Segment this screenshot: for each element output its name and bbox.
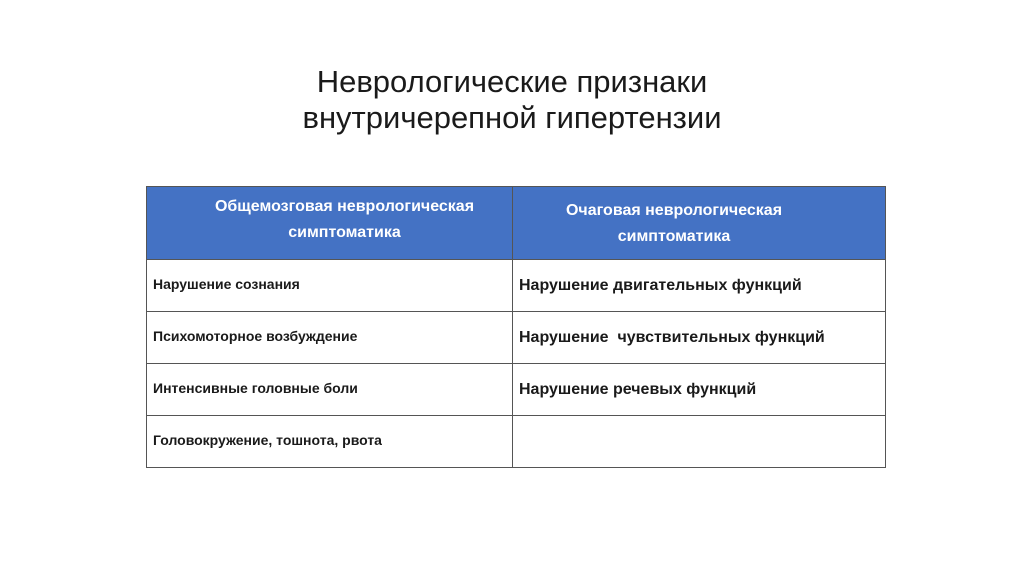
cell-text: Нарушение двигательных функций	[519, 276, 802, 294]
symptoms-table	[146, 186, 886, 468]
table-header-row	[147, 187, 886, 260]
cell-text: Нарушение сознания	[153, 275, 300, 292]
table-row	[147, 260, 886, 312]
table-cell-general	[147, 364, 513, 416]
header-general-symptoms-label: Общемозговая неврологическая симптоматика	[214, 198, 475, 241]
cell-text: Психомоторное возбуждение	[153, 327, 358, 344]
table-cell-focal	[513, 260, 886, 312]
slide-title-line-1: Неврологические признаки	[316, 64, 708, 99]
table-row	[147, 416, 886, 468]
table-cell-general	[147, 312, 513, 364]
table-cell-focal-empty	[513, 416, 886, 468]
slide-title-line-2: внутричерепной гипертензии	[302, 100, 722, 135]
header-general-symptoms	[147, 187, 513, 260]
table-cell-general	[147, 416, 513, 468]
header-focal-symptoms	[513, 187, 886, 260]
table-cell-general	[147, 260, 513, 312]
cell-text: Нарушение речевых функций	[519, 380, 757, 398]
slide-title	[0, 64, 1024, 136]
cell-text: Нарушение чувствительных функций	[519, 328, 825, 346]
table-row	[147, 364, 886, 416]
cell-text: Головокружение, тошнота, рвота	[153, 431, 382, 448]
table-cell-focal	[513, 312, 886, 364]
cell-text: Интенсивные головные боли	[153, 379, 358, 396]
header-focal-symptoms-label: Очаговая неврологическая симптоматика	[565, 202, 783, 245]
table-cell-focal	[513, 364, 886, 416]
table-row	[147, 312, 886, 364]
